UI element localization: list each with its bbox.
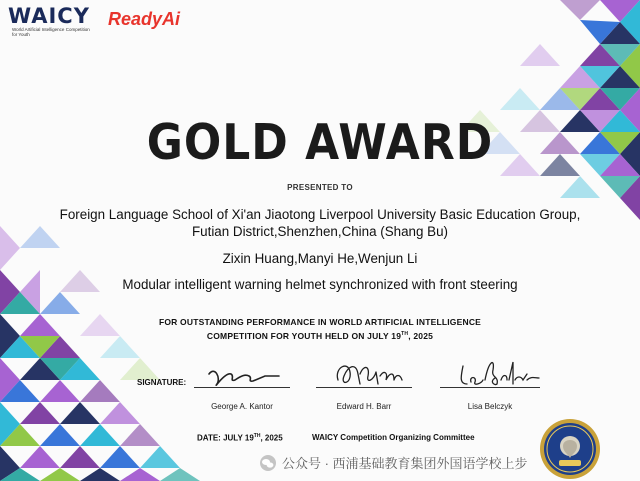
waicy-logo [8, 5, 98, 45]
recipient-names: Zixin Huang,Manyi He,Wenjun Li [222, 251, 418, 266]
school-line-2: Futian District,Shenzhen,China (Shang Bu) [191, 224, 449, 239]
achievement-line-2-text: COMPETITION FOR YOUTH HELD ON JULY 19 [206, 330, 402, 341]
presented-to-label: PRESENTED TO [287, 183, 353, 192]
waicy-logo-name: WAICY [8, 4, 90, 28]
award-date-sup: TH [253, 433, 261, 439]
organizing-committee: WAICY Competition Organizing Committee [312, 433, 475, 442]
signature-belczyk-handwriting [455, 356, 545, 390]
signer-name-3: Lisa Belczyk [467, 402, 513, 411]
achievement-line-2 [0, 328, 640, 342]
watermark-text: 公众号 · 西浦基础教育集团外国语学校上步 [282, 456, 528, 471]
award-date-year: , 2025 [260, 433, 283, 443]
signer-name-1: George A. Kantor [211, 402, 273, 411]
signer-name-2: Edward H. Barr [336, 402, 392, 411]
readyai-logo-prefix: Ready [108, 9, 163, 29]
readyai-logo-suffix: Ai [162, 9, 181, 29]
wechat-icon [259, 454, 277, 472]
achievement-statement [0, 316, 640, 342]
award-title: GOLD AWARD [146, 114, 494, 172]
award-date-text: DATE: JULY 19 [197, 433, 254, 443]
readyai-logo [108, 9, 180, 30]
school-line-1: Foreign Language School of Xi'an Jiaotong Liverpool University Basic Education Group, [59, 207, 581, 222]
school-name [0, 206, 640, 240]
achievement-line-2-sup: TH [401, 331, 409, 337]
signature-label: SIGNATURE: [137, 378, 187, 387]
signature-kantor-handwriting [205, 364, 285, 390]
gold-award-medal-badge [539, 418, 601, 480]
achievement-line-2-year: , 2025 [408, 330, 434, 341]
achievement-line-1: FOR OUTSTANDING PERFORMANCE IN WORLD ARTIFICIAL INTELLIGENCE [158, 317, 482, 327]
award-date [197, 433, 283, 443]
signature-barr-handwriting [330, 358, 410, 390]
waicy-logo-subtitle: World Artificial Intelligence Competition for Youth [12, 27, 90, 37]
project-title: Modular intelligent warning helmet synchronized with front steering [122, 277, 518, 292]
wechat-watermark [259, 453, 528, 472]
